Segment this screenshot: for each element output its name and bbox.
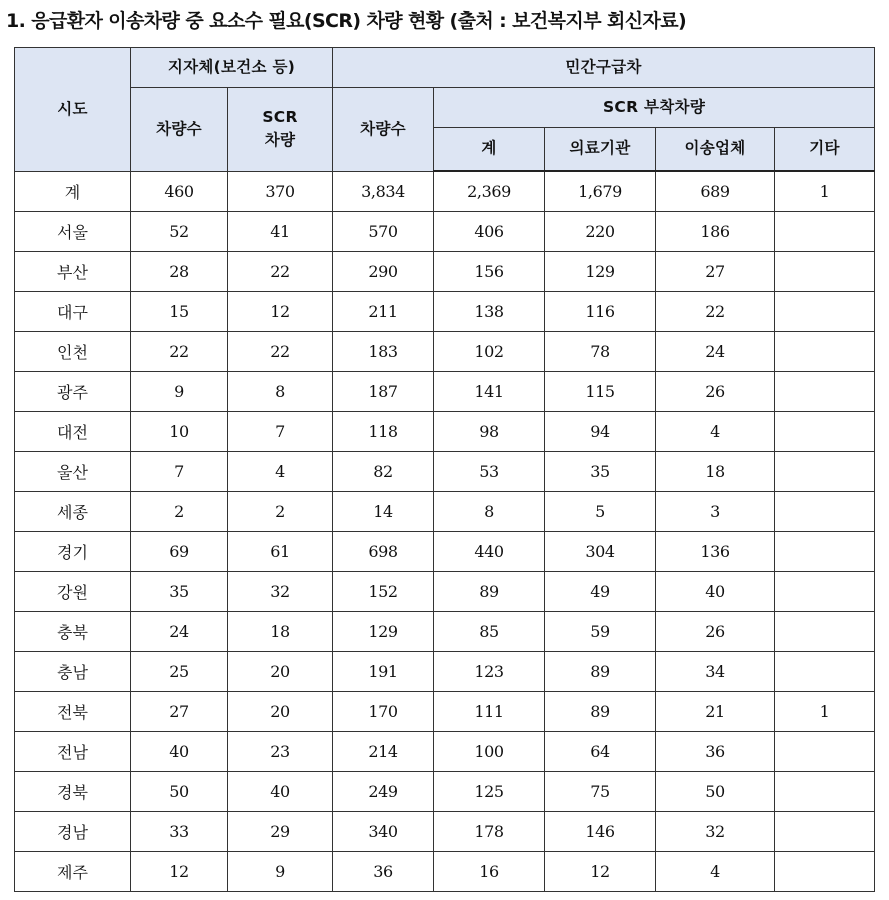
cell-scr-total: 406 bbox=[434, 212, 545, 252]
cell-local-scr: 8 bbox=[228, 372, 333, 412]
cell-scr-total: 89 bbox=[434, 572, 545, 612]
cell-scr-transport: 22 bbox=[656, 292, 775, 332]
cell-local-scr: 9 bbox=[228, 852, 333, 892]
header-scr-medical: 의료기관 bbox=[545, 128, 656, 172]
cell-scr-total: 100 bbox=[434, 732, 545, 772]
cell-scr-total: 178 bbox=[434, 812, 545, 852]
cell-region: 충남 bbox=[15, 652, 131, 692]
cell-scr-medical: 146 bbox=[545, 812, 656, 852]
cell-scr-other bbox=[775, 812, 875, 852]
table-row bbox=[15, 171, 875, 212]
cell-local-count: 24 bbox=[131, 612, 228, 652]
cell-region: 광주 bbox=[15, 372, 131, 412]
cell-scr-medical: 94 bbox=[545, 412, 656, 452]
cell-region: 전남 bbox=[15, 732, 131, 772]
cell-private-count: 698 bbox=[333, 532, 434, 572]
table-body bbox=[15, 171, 875, 892]
cell-local-scr: 22 bbox=[228, 332, 333, 372]
cell-region: 경기 bbox=[15, 532, 131, 572]
cell-private-count: 187 bbox=[333, 372, 434, 412]
cell-local-count: 33 bbox=[131, 812, 228, 852]
table-row bbox=[15, 372, 875, 412]
table-row bbox=[15, 212, 875, 252]
cell-region: 세종 bbox=[15, 492, 131, 532]
cell-scr-transport: 40 bbox=[656, 572, 775, 612]
cell-scr-total: 125 bbox=[434, 772, 545, 812]
cell-scr-medical: 12 bbox=[545, 852, 656, 892]
cell-private-count: 191 bbox=[333, 652, 434, 692]
cell-local-count: 52 bbox=[131, 212, 228, 252]
cell-local-scr: 61 bbox=[228, 532, 333, 572]
cell-private-count: 170 bbox=[333, 692, 434, 732]
cell-local-scr: 4 bbox=[228, 452, 333, 492]
cell-private-count: 36 bbox=[333, 852, 434, 892]
cell-scr-other bbox=[775, 372, 875, 412]
cell-scr-total: 440 bbox=[434, 532, 545, 572]
cell-region: 대전 bbox=[15, 412, 131, 452]
cell-scr-total: 141 bbox=[434, 372, 545, 412]
cell-local-scr: 40 bbox=[228, 772, 333, 812]
table-row bbox=[15, 852, 875, 892]
cell-local-scr: 22 bbox=[228, 252, 333, 292]
table-row bbox=[15, 772, 875, 812]
cell-scr-total: 98 bbox=[434, 412, 545, 452]
cell-scr-medical: 129 bbox=[545, 252, 656, 292]
header-local-gov: 지자체(보건소 등) bbox=[131, 48, 333, 88]
cell-scr-other bbox=[775, 452, 875, 492]
cell-scr-medical: 5 bbox=[545, 492, 656, 532]
cell-scr-medical: 1,679 bbox=[545, 171, 656, 212]
cell-scr-medical: 75 bbox=[545, 772, 656, 812]
header-scr-transport: 이송업체 bbox=[656, 128, 775, 172]
cell-region: 강원 bbox=[15, 572, 131, 612]
cell-scr-medical: 89 bbox=[545, 692, 656, 732]
cell-local-scr: 12 bbox=[228, 292, 333, 332]
cell-local-scr: 370 bbox=[228, 171, 333, 212]
cell-local-count: 69 bbox=[131, 532, 228, 572]
cell-scr-other bbox=[775, 332, 875, 372]
cell-local-count: 35 bbox=[131, 572, 228, 612]
cell-scr-other bbox=[775, 532, 875, 572]
table-row bbox=[15, 812, 875, 852]
cell-scr-transport: 26 bbox=[656, 372, 775, 412]
cell-private-count: 14 bbox=[333, 492, 434, 532]
header-private-vehicle-count: 차량수 bbox=[333, 88, 434, 172]
cell-local-count: 22 bbox=[131, 332, 228, 372]
cell-private-count: 211 bbox=[333, 292, 434, 332]
cell-scr-other bbox=[775, 252, 875, 292]
cell-local-count: 12 bbox=[131, 852, 228, 892]
cell-local-scr: 29 bbox=[228, 812, 333, 852]
table-row bbox=[15, 332, 875, 372]
cell-local-scr: 20 bbox=[228, 692, 333, 732]
cell-region: 경남 bbox=[15, 812, 131, 852]
scr-vehicle-table bbox=[14, 47, 875, 892]
cell-local-count: 15 bbox=[131, 292, 228, 332]
cell-region: 서울 bbox=[15, 212, 131, 252]
cell-private-count: 183 bbox=[333, 332, 434, 372]
cell-local-scr: 32 bbox=[228, 572, 333, 612]
cell-scr-other: 1 bbox=[775, 692, 875, 732]
cell-local-scr: 18 bbox=[228, 612, 333, 652]
cell-scr-transport: 3 bbox=[656, 492, 775, 532]
cell-local-scr: 23 bbox=[228, 732, 333, 772]
cell-region: 울산 bbox=[15, 452, 131, 492]
cell-scr-total: 123 bbox=[434, 652, 545, 692]
cell-scr-other bbox=[775, 292, 875, 332]
cell-scr-medical: 64 bbox=[545, 732, 656, 772]
cell-scr-medical: 89 bbox=[545, 652, 656, 692]
cell-scr-total: 2,369 bbox=[434, 171, 545, 212]
cell-scr-transport: 21 bbox=[656, 692, 775, 732]
cell-scr-other bbox=[775, 412, 875, 452]
header-region: 시도 bbox=[15, 48, 131, 172]
table-row bbox=[15, 292, 875, 332]
header-private-ambulance: 민간구급차 bbox=[333, 48, 875, 88]
cell-region: 부산 bbox=[15, 252, 131, 292]
cell-scr-other bbox=[775, 212, 875, 252]
cell-local-count: 10 bbox=[131, 412, 228, 452]
table-row bbox=[15, 732, 875, 772]
cell-local-scr: 2 bbox=[228, 492, 333, 532]
cell-private-count: 570 bbox=[333, 212, 434, 252]
cell-scr-transport: 689 bbox=[656, 171, 775, 212]
cell-scr-medical: 35 bbox=[545, 452, 656, 492]
cell-region: 충북 bbox=[15, 612, 131, 652]
header-local-vehicle-count: 차량수 bbox=[131, 88, 228, 172]
cell-scr-transport: 4 bbox=[656, 412, 775, 452]
cell-private-count: 118 bbox=[333, 412, 434, 452]
cell-scr-total: 8 bbox=[434, 492, 545, 532]
cell-scr-other bbox=[775, 852, 875, 892]
cell-scr-medical: 116 bbox=[545, 292, 656, 332]
cell-scr-transport: 4 bbox=[656, 852, 775, 892]
cell-region: 경북 bbox=[15, 772, 131, 812]
cell-scr-other bbox=[775, 492, 875, 532]
cell-scr-transport: 18 bbox=[656, 452, 775, 492]
cell-local-count: 7 bbox=[131, 452, 228, 492]
cell-scr-medical: 304 bbox=[545, 532, 656, 572]
cell-local-count: 50 bbox=[131, 772, 228, 812]
table-row bbox=[15, 612, 875, 652]
cell-private-count: 82 bbox=[333, 452, 434, 492]
cell-local-count: 28 bbox=[131, 252, 228, 292]
table-row bbox=[15, 252, 875, 292]
cell-scr-medical: 49 bbox=[545, 572, 656, 612]
cell-private-count: 340 bbox=[333, 812, 434, 852]
header-scr-total: 계 bbox=[434, 128, 545, 172]
table-row bbox=[15, 532, 875, 572]
cell-local-count: 27 bbox=[131, 692, 228, 732]
table-row bbox=[15, 652, 875, 692]
cell-scr-transport: 27 bbox=[656, 252, 775, 292]
cell-scr-transport: 36 bbox=[656, 732, 775, 772]
cell-local-count: 460 bbox=[131, 171, 228, 212]
cell-private-count: 3,834 bbox=[333, 171, 434, 212]
header-local-scr bbox=[228, 88, 333, 172]
cell-scr-transport: 136 bbox=[656, 532, 775, 572]
cell-scr-other bbox=[775, 572, 875, 612]
header-local-scr-line1: SCR bbox=[262, 108, 298, 126]
cell-scr-total: 102 bbox=[434, 332, 545, 372]
cell-local-scr: 20 bbox=[228, 652, 333, 692]
cell-local-count: 9 bbox=[131, 372, 228, 412]
header-scr-equipped: SCR 부착차량 bbox=[434, 88, 875, 128]
cell-scr-total: 53 bbox=[434, 452, 545, 492]
cell-scr-other bbox=[775, 732, 875, 772]
cell-local-count: 2 bbox=[131, 492, 228, 532]
cell-scr-total: 138 bbox=[434, 292, 545, 332]
cell-scr-transport: 32 bbox=[656, 812, 775, 852]
header-scr-other: 기타 bbox=[775, 128, 875, 172]
cell-scr-transport: 186 bbox=[656, 212, 775, 252]
cell-scr-medical: 220 bbox=[545, 212, 656, 252]
cell-region: 인천 bbox=[15, 332, 131, 372]
cell-local-scr: 41 bbox=[228, 212, 333, 252]
cell-region: 대구 bbox=[15, 292, 131, 332]
table-row bbox=[15, 692, 875, 732]
cell-scr-other bbox=[775, 652, 875, 692]
cell-local-count: 25 bbox=[131, 652, 228, 692]
cell-local-scr: 7 bbox=[228, 412, 333, 452]
cell-scr-other bbox=[775, 772, 875, 812]
cell-scr-transport: 24 bbox=[656, 332, 775, 372]
table-row bbox=[15, 492, 875, 532]
cell-scr-transport: 34 bbox=[656, 652, 775, 692]
cell-region: 제주 bbox=[15, 852, 131, 892]
cell-private-count: 214 bbox=[333, 732, 434, 772]
cell-region: 전북 bbox=[15, 692, 131, 732]
cell-private-count: 249 bbox=[333, 772, 434, 812]
cell-scr-other: 1 bbox=[775, 171, 875, 212]
cell-scr-medical: 59 bbox=[545, 612, 656, 652]
cell-private-count: 290 bbox=[333, 252, 434, 292]
table-row bbox=[15, 452, 875, 492]
cell-scr-transport: 26 bbox=[656, 612, 775, 652]
cell-scr-total: 156 bbox=[434, 252, 545, 292]
cell-scr-total: 111 bbox=[434, 692, 545, 732]
cell-private-count: 129 bbox=[333, 612, 434, 652]
table-row bbox=[15, 572, 875, 612]
header-local-scr-line2: 차량 bbox=[264, 131, 296, 150]
cell-scr-medical: 115 bbox=[545, 372, 656, 412]
table-row bbox=[15, 412, 875, 452]
cell-scr-total: 85 bbox=[434, 612, 545, 652]
cell-scr-total: 16 bbox=[434, 852, 545, 892]
cell-scr-transport: 50 bbox=[656, 772, 775, 812]
cell-region: 계 bbox=[15, 171, 131, 212]
cell-local-count: 40 bbox=[131, 732, 228, 772]
page-title: 1. 응급환자 이송차량 중 요소수 필요(SCR) 차량 현황 (출처 : 보건복지부 회신자료) bbox=[6, 10, 687, 32]
cell-private-count: 152 bbox=[333, 572, 434, 612]
cell-scr-medical: 78 bbox=[545, 332, 656, 372]
cell-scr-other bbox=[775, 612, 875, 652]
